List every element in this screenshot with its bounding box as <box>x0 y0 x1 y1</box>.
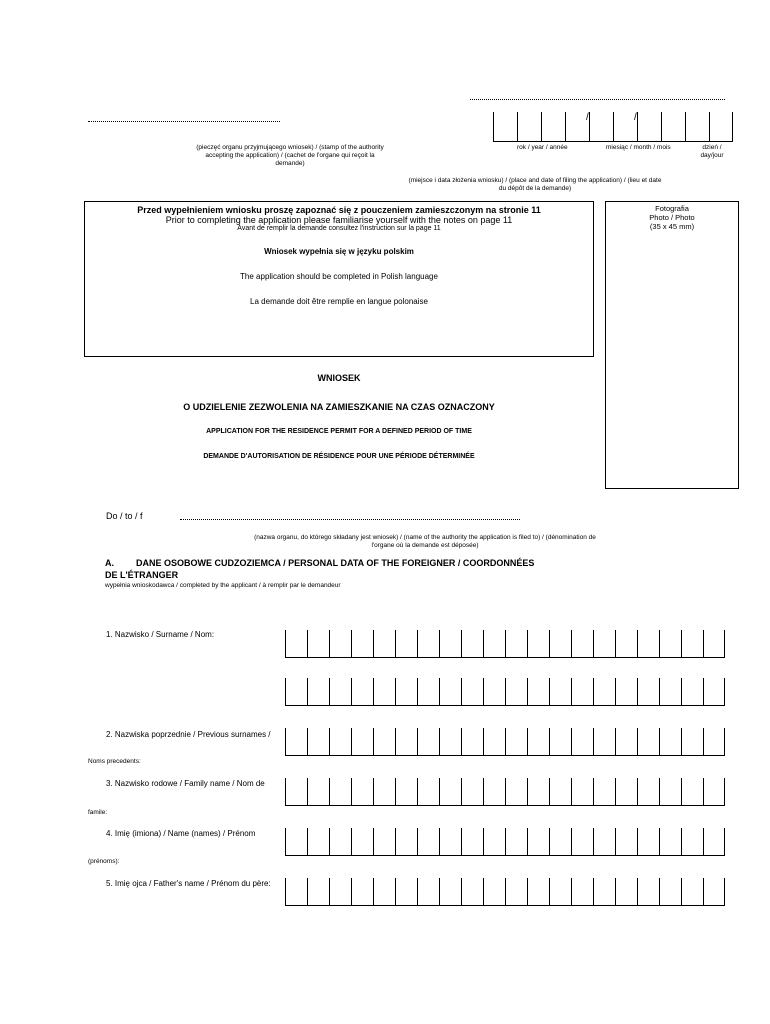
previous-surnames-cells[interactable] <box>285 728 725 756</box>
section-a-subtitle: wypełnia wnioskodawca / completed by the applicant / à remplir par le demandeur <box>105 582 341 589</box>
notice-line2: Prior to completing the application please familiarise yourself with the notes on page 11 <box>165 215 513 225</box>
stamp-dotted-line <box>88 121 280 122</box>
photo-label-3: (35 x 45 mm) <box>649 222 695 231</box>
month-label: miesiąc / month / mois <box>606 144 671 151</box>
section-a-letter: A. <box>105 558 114 568</box>
section-a-heading: DANE OSOBOWE CUDZOZIEMCA / PERSONAL DATA OF THE FOREIGNER / COORDONNÉES <box>136 558 535 568</box>
notice-box <box>84 201 594 357</box>
stamp-caption: (pieczęć organu przyjmującego wniosek) / (stamp of the authority accepting the application) / (cachet de l'organe qui reçoit la demande) <box>196 144 384 167</box>
title-wniosek: WNIOSEK <box>317 373 361 383</box>
father-name-cells[interactable] <box>285 878 725 906</box>
lang-fr: La demande doit être remplie en langue polonaise <box>250 297 428 306</box>
addressee-caption: (nazwa organu, do którego składany jest wniosek) / (name of the authority the application is filed to) / (dénomination de l'organe où la demande est déposée) <box>254 534 596 549</box>
date-cells[interactable]: / / <box>493 112 733 142</box>
section-a-heading-2: DE L'ÉTRANGER <box>105 570 179 580</box>
place-dotted-line <box>470 99 725 100</box>
field-name-label-2: (prénoms): <box>88 858 120 865</box>
family-name-cells[interactable] <box>285 778 725 806</box>
lang-en: The application should be completed in Polish language <box>240 272 438 281</box>
field-previous-surnames-label-2: Noms precedents: <box>88 758 141 765</box>
photo-label-1: Fotografia <box>655 204 689 213</box>
title-polish: O UDZIELENIE ZEZWOLENIA NA ZAMIESZKANIE NA CZAS OZNACZONY <box>183 402 495 412</box>
field-name-label: 4. Imię (imiona) / Name (names) / Prénom <box>106 829 256 838</box>
title-french: DEMANDE D'AUTORISATION DE RÉSIDENCE POUR UNE PÉRIODE DÉTERMINÉE <box>203 453 475 460</box>
field-previous-surnames-label: 2. Nazwiska poprzednie / Previous surnames / <box>106 730 271 739</box>
photo-label-2: Photo / Photo <box>649 213 695 222</box>
name-cells[interactable] <box>285 828 725 856</box>
year-label: rok / year / année <box>517 144 568 151</box>
place-caption: (miejsce i data złożenia wniosku) / (place and date of filing the application) / (lieu et date du dépôt de la demande) <box>408 177 662 192</box>
field-family-name-label: 3. Nazwisko rodowe / Family name / Nom de <box>106 779 265 788</box>
day-label: dzień / day/jour <box>700 144 724 159</box>
notice-line3: Avant de remplir la demande consultez l'instruction sur la page 11 <box>237 225 441 232</box>
field-family-name-label-2: famile: <box>88 809 108 816</box>
lang-pl: Wniosek wypełnia się w języku polskim <box>264 247 414 256</box>
field-surname-label: 1. Nazwisko / Surname / Nom: <box>106 630 215 639</box>
addressee-line[interactable] <box>180 519 520 520</box>
photo-box[interactable] <box>605 201 739 489</box>
addressee-label: Do / to / f <box>106 511 143 521</box>
title-english: APPLICATION FOR THE RESIDENCE PERMIT FOR A DEFINED PERIOD OF TIME <box>206 428 472 435</box>
field-father-name-label: 5. Imię ojca / Father's name / Prénom du père: <box>106 879 271 888</box>
surname-cells-row1[interactable] <box>285 630 725 658</box>
notice-line1: Przed wypełnieniem wniosku proszę zapoznać się z pouczeniem zamieszczonym na stronie 11 <box>137 205 541 215</box>
surname-cells-row2[interactable] <box>285 678 725 706</box>
